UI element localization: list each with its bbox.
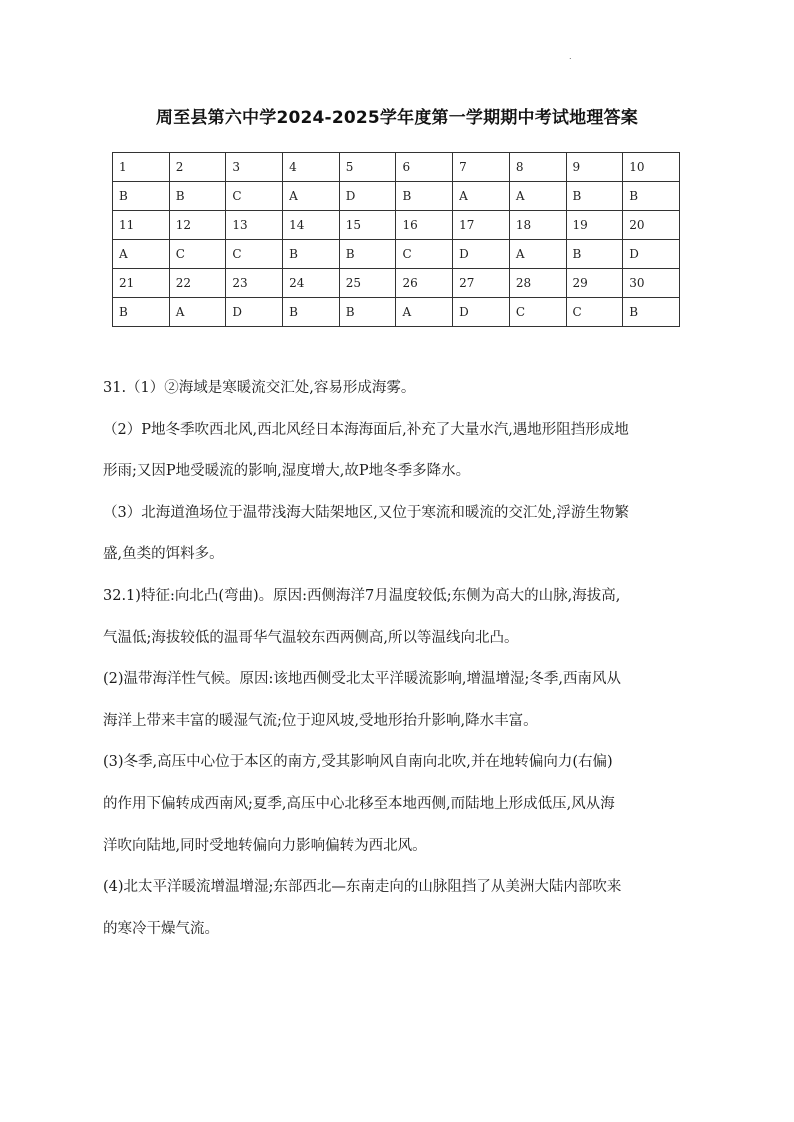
answer-cell: A xyxy=(396,298,453,327)
answer-table xyxy=(112,152,680,327)
answer-cell: C xyxy=(226,182,283,211)
question-number-cell: 30 xyxy=(623,269,680,298)
answer-line: 海洋上带来丰富的暖湿气流;位于迎风坡,受地形抬升影响,降水丰富。 xyxy=(103,712,538,729)
question-number-cell: 12 xyxy=(169,211,226,240)
answer-line: （3）北海道渔场位于温带浅海大陆架地区,又位于寒流和暖流的交汇处,浮游生物繁 xyxy=(103,504,629,521)
answer-cell: C xyxy=(226,240,283,269)
question-number-cell: 29 xyxy=(566,269,623,298)
question-number-cell: 18 xyxy=(509,211,566,240)
question-number-cell: 8 xyxy=(509,153,566,182)
answer-cell: B xyxy=(113,298,170,327)
question-number-cell: 7 xyxy=(453,153,510,182)
answer-cell: B xyxy=(283,298,340,327)
answer-cell: B xyxy=(339,240,396,269)
answer-line: 形雨;又因P地受暖流的影响,湿度增大,故P地冬季多降水。 xyxy=(103,463,471,480)
question-number-cell: 20 xyxy=(623,211,680,240)
answer-cell: B xyxy=(339,298,396,327)
answer-cell: D xyxy=(226,298,283,327)
answer-line: 气温低;海拔较低的温哥华气温较东西两侧高,所以等温线向北凸。 xyxy=(103,629,519,646)
answer-line: 31.（1）②海域是寒暖流交汇处,容易形成海雾。 xyxy=(103,380,416,396)
question-number-cell: 5 xyxy=(339,153,396,182)
answer-cell: B xyxy=(113,182,170,211)
question-number-cell: 24 xyxy=(283,269,340,298)
answer-cell: B xyxy=(169,182,226,211)
answer-cell: C xyxy=(396,240,453,269)
answer-cell: B xyxy=(396,182,453,211)
answer-line: 的作用下偏转成西南风;夏季,高压中心北移至本地西侧,而陆地上形成低压,风从海 xyxy=(103,795,615,812)
answer-cell: A xyxy=(113,240,170,269)
page-title: 周至县第六中学2024-2025学年度第一学期期中考试地理答案 xyxy=(156,108,638,128)
question-number-cell: 17 xyxy=(453,211,510,240)
answer-line: 洋吹向陆地,同时受地转偏向力影响偏转为西北风。 xyxy=(103,837,427,854)
answer-cell: D xyxy=(623,240,680,269)
answer-line: （2）P地冬季吹西北风,西北风经日本海海面后,补充了大量水汽,遇地形阻挡形成地 xyxy=(103,421,629,438)
answer-row xyxy=(113,240,680,269)
question-number-cell: 26 xyxy=(396,269,453,298)
answer-line: (3)冬季,高压中心位于本区的南方,受其影响风自南向北吹,并在地转偏向力(右偏) xyxy=(103,754,613,771)
answer-cell: A xyxy=(453,182,510,211)
answer-cell: B xyxy=(623,182,680,211)
question-number-row xyxy=(113,269,680,298)
answer-cell: D xyxy=(453,240,510,269)
answer-line: 盛,鱼类的饵料多。 xyxy=(103,546,224,563)
answer-row xyxy=(113,298,680,327)
corner-mark: . xyxy=(569,52,572,61)
answer-cell: A xyxy=(283,182,340,211)
answer-cell: D xyxy=(453,298,510,327)
question-number-cell: 21 xyxy=(113,269,170,298)
question-number-cell: 4 xyxy=(283,153,340,182)
question-number-cell: 22 xyxy=(169,269,226,298)
answer-line: 的寒冷干燥气流。 xyxy=(103,920,219,937)
question-number-cell: 16 xyxy=(396,211,453,240)
answer-cell: B xyxy=(623,298,680,327)
question-number-cell: 23 xyxy=(226,269,283,298)
answer-cell: D xyxy=(339,182,396,211)
question-number-cell: 25 xyxy=(339,269,396,298)
question-number-cell: 27 xyxy=(453,269,510,298)
answer-cell: C xyxy=(509,298,566,327)
answer-cell: B xyxy=(566,240,623,269)
question-number-cell: 10 xyxy=(623,153,680,182)
answer-body xyxy=(103,368,703,950)
answer-cell: B xyxy=(283,240,340,269)
question-number-cell: 3 xyxy=(226,153,283,182)
answer-cell: A xyxy=(509,240,566,269)
answer-line: (4)北太平洋暖流增温增湿;东部西北—东南走向的山脉阻挡了从美洲大陆内部吹来 xyxy=(103,879,622,896)
answer-cell: B xyxy=(566,182,623,211)
question-number-cell: 19 xyxy=(566,211,623,240)
question-number-row xyxy=(113,153,680,182)
answer-cell: C xyxy=(566,298,623,327)
answer-row xyxy=(113,182,680,211)
answer-cell: A xyxy=(169,298,226,327)
question-number-cell: 6 xyxy=(396,153,453,182)
question-number-row xyxy=(113,211,680,240)
question-number-cell: 11 xyxy=(113,211,170,240)
question-number-cell: 1 xyxy=(113,153,170,182)
question-number-cell: 9 xyxy=(566,153,623,182)
question-number-cell: 14 xyxy=(283,211,340,240)
answer-line: 32.1)特征:向北凸(弯曲)。原因:西侧海洋7月温度较低;东侧为高大的山脉,海拔高, xyxy=(103,587,621,604)
question-number-cell: 28 xyxy=(509,269,566,298)
question-number-cell: 13 xyxy=(226,211,283,240)
answer-line: (2)温带海洋性气候。原因:该地西侧受北太平洋暖流影响,增温增湿;冬季,西南风从 xyxy=(103,671,622,688)
answer-cell: A xyxy=(509,182,566,211)
answer-cell: C xyxy=(169,240,226,269)
question-number-cell: 15 xyxy=(339,211,396,240)
question-number-cell: 2 xyxy=(169,153,226,182)
